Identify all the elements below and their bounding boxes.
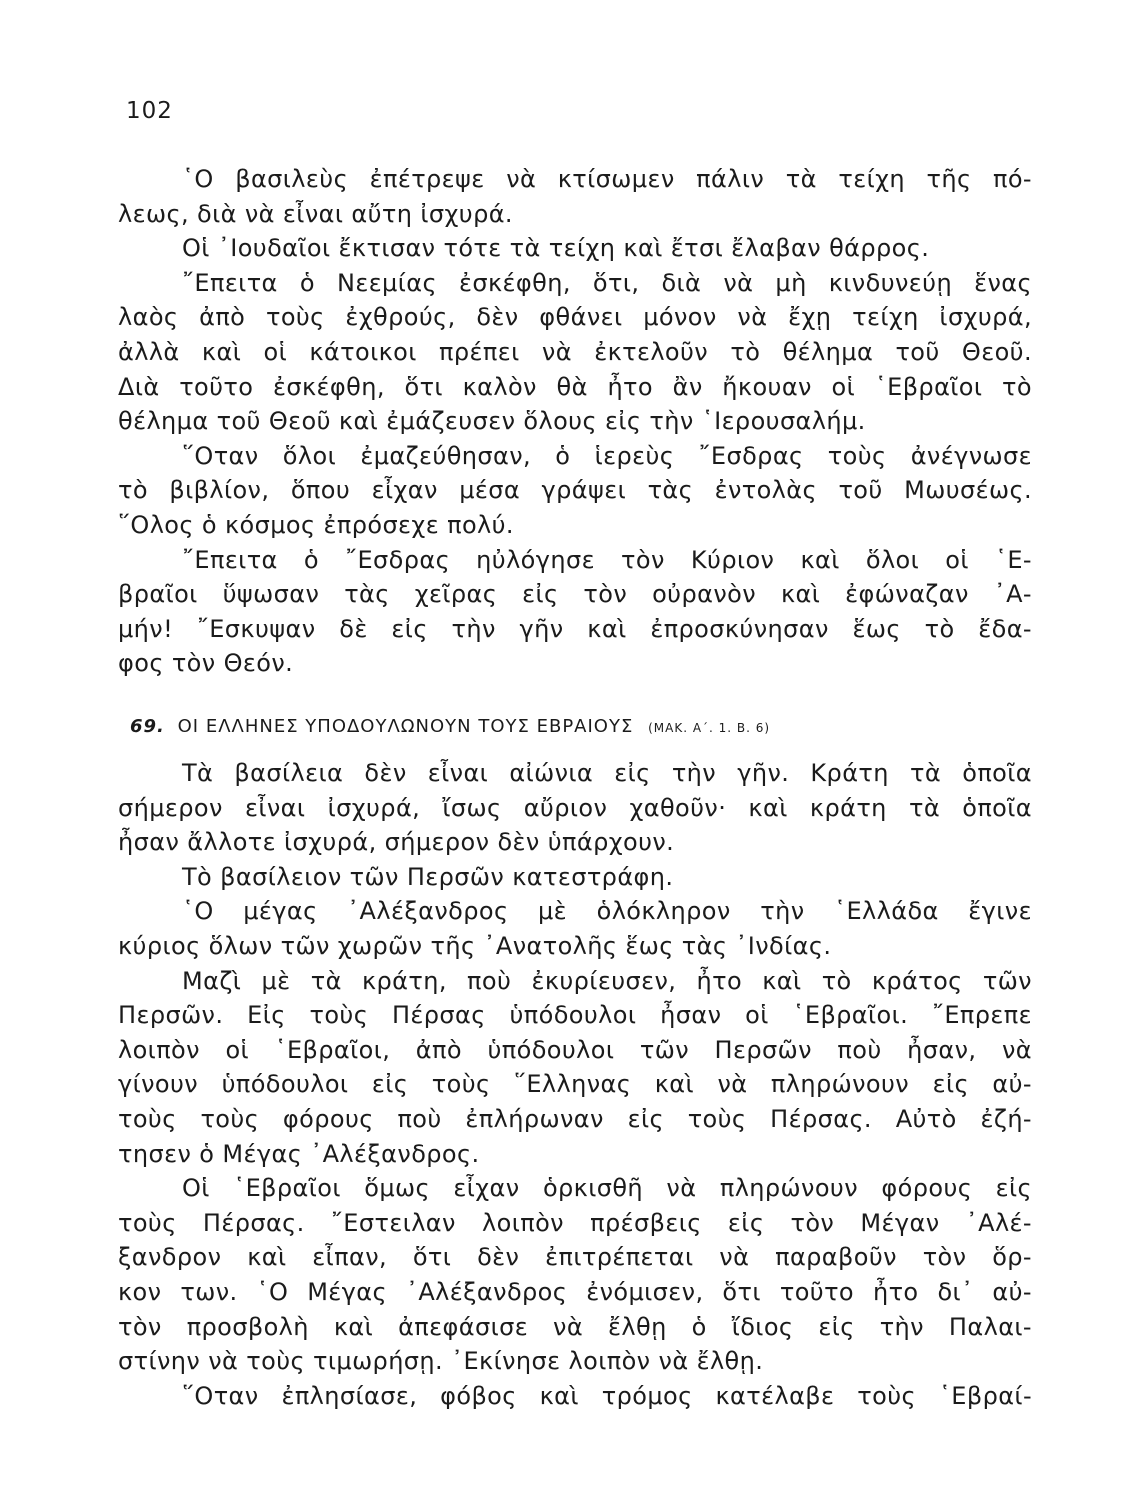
- chapter-reference: (ΜΑΚ. Α΄. 1. Β. 6): [648, 721, 771, 735]
- text-line: τοὺς τοὺς φόρους ποὺ ἐπλήρωναν εἰς τοὺς Πέρσας. Αὐτὸ ἐζή-: [118, 1104, 1032, 1133]
- text-line: ξανδρον καὶ εἶπαν, ὅτι δὲν ἐπιτρέπεται νὰ παραβοῦν τὸν ὅρ-: [118, 1243, 1032, 1272]
- text-line: λεως, διὰ νὰ εἶναι αὔτη ἰσχυρά.: [118, 199, 513, 228]
- text-line: ῎Επειτα ὁ Νεεμίας ἐσκέφθη, ὅτι, διὰ νὰ μὴ κινδυνεύῃ ἕνας: [182, 268, 1032, 297]
- text-line: ῞Οταν ὅλοι ἐμαζεύθησαν, ὁ ἱερεὺς ῎Εσδρας τοὺς ἀνέγνωσε: [182, 441, 1032, 470]
- text-line: τοὺς Πέρσας. ῎Εστειλαν λοιπὸν πρέσβεις εἰς τὸν Μέγαν ᾿Αλέ-: [118, 1208, 1032, 1237]
- text-line: τησεν ὁ Μέγας ᾿Αλέξανδρος.: [118, 1139, 480, 1168]
- text-line: ῾Ο μέγας ᾿Αλέξανδρος μὲ ὁλόκληρον τὴν ῾Ελλάδα ἔγινε: [182, 897, 1032, 926]
- chapter-heading: [130, 716, 770, 737]
- text-line: βραῖοι ὕψωσαν τὰς χεῖρας εἰς τὸν οὐρανὸν καὶ ἐφώναζαν ᾿Α-: [118, 580, 1032, 609]
- text-line: κύριος ὅλων τῶν χωρῶν τῆς ᾿Ανατολῆς ἕως τὰς ᾿Ινδίας.: [118, 931, 832, 960]
- text-line: Οἱ ῾Εβραῖοι ὅμως εἶχαν ὁρκισθῆ νὰ πληρώνουν φόρους εἰς: [182, 1174, 1032, 1203]
- chapter-title: ΟΙ ΕΛΛΗΝΕΣ ΥΠΟΔΟΥΛΩΝΟΥΝ ΤΟΥΣ ΕΒΡΑΙΟΥΣ: [177, 716, 634, 737]
- text-line: Περσῶν. Εἰς τοὺς Πέρσας ὑπόδουλοι ἦσαν οἱ ῾Εβραῖοι. ῎Επρεπε: [118, 1001, 1032, 1030]
- text-line: τὸν προσβολὴ καὶ ἀπεφάσισε νὰ ἔλθῃ ὁ ἴδιος εἰς τὴν Παλαι-: [118, 1312, 1032, 1341]
- text-line: Μαζὶ μὲ τὰ κράτη, ποὺ ἐκυρίευσεν, ἦτο καὶ τὸ κράτος τῶν: [182, 966, 1032, 995]
- text-line: ἦσαν ἄλλοτε ἰσχυρά, σήμερον δὲν ὑπάρχουν.: [118, 828, 675, 857]
- text-line: λοιπὸν οἱ ῾Εβραῖοι, ἀπὸ ὑπόδουλοι τῶν Περσῶν ποὺ ἦσαν, νὰ: [118, 1035, 1032, 1064]
- text-line: ἀλλὰ καὶ οἱ κάτοικοι πρέπει νὰ ἐκτελοῦν τὸ θέλημα τοῦ Θεοῦ.: [118, 337, 1032, 366]
- text-line: σήμερον εἶναι ἰσχυρά, ἴσως αὔριον χαθοῦν· καὶ κράτη τὰ ὁποῖα: [118, 793, 1032, 822]
- chapter-number: 69.: [130, 716, 165, 737]
- text-line: τὸ βιβλίον, ὅπου εἶχαν μέσα γράψει τὰς ἐντολὰς τοῦ Μωυσέως.: [118, 476, 1032, 505]
- text-line: Οἱ ᾿Ιουδαῖοι ἔκτισαν τότε τὰ τείχη καὶ ἔτσι ἔλαβαν θάρρος.: [182, 234, 930, 263]
- section-1-text: [118, 162, 1032, 681]
- section-2-text: [118, 756, 1032, 1413]
- text-line: ῞Ολος ὁ κόσμος ἐπρόσεχε πολύ.: [118, 510, 514, 539]
- text-line: θέλημα τοῦ Θεοῦ καὶ ἐμάζευσεν ὅλους εἰς τὴν ῾Ιερουσαλήμ.: [118, 407, 866, 436]
- text-line: μήν! ῎Εσκυψαν δὲ εἰς τὴν γῆν καὶ ἐπροσκύνησαν ἕως τὸ ἔδα-: [118, 614, 1032, 643]
- page-number: 102: [126, 98, 173, 124]
- text-line: φος τὸν Θεόν.: [118, 649, 294, 678]
- text-line: Τὰ βασίλεια δὲν εἶναι αἰώνια εἰς τὴν γῆν. Κράτη τὰ ὁποῖα: [182, 759, 1032, 787]
- text-line: γίνουν ὑπόδουλοι εἰς τοὺς ῞Ελληνας καὶ νὰ πληρώνουν εἰς αὐ-: [118, 1070, 1032, 1099]
- text-line: ῎Επειτα ὁ ῎Εσδρας ηὐλόγησε τὸν Κύριον καὶ ὅλοι οἱ ῾Ε-: [182, 545, 1032, 574]
- text-line: κον των. ῾Ο Μέγας ᾿Αλέξανδρος ἐνόμισεν, ὅτι τοῦτο ἦτο δι᾿ αὐ-: [118, 1277, 1032, 1306]
- text-line: Διὰ τοῦτο ἐσκέφθη, ὅτι καλὸν θὰ ἦτο ἂν ἤκουαν οἱ ῾Εβραῖοι τὸ: [118, 372, 1032, 401]
- text-line: Τὸ βασίλειον τῶν Περσῶν κατεστράφη.: [182, 862, 674, 891]
- text-line: λαὸς ἀπὸ τοὺς ἐχθρούς, δὲν φθάνει μόνον νὰ ἔχῃ τείχη ἰσχυρά,: [118, 303, 1032, 332]
- text-line: ῞Οταν ἐπλησίασε, φόβος καὶ τρόμος κατέλαβε τοὺς ῾Εβραί-: [182, 1381, 1032, 1410]
- text-line: ῾Ο βασιλεὺς ἐπέτρεψε νὰ κτίσωμεν πάλιν τὰ τείχη τῆς πό-: [182, 165, 1032, 193]
- text-line: στίνην νὰ τοὺς τιμωρήσῃ. ᾿Εκίνησε λοιπὸν νὰ ἔλθῃ.: [118, 1347, 764, 1376]
